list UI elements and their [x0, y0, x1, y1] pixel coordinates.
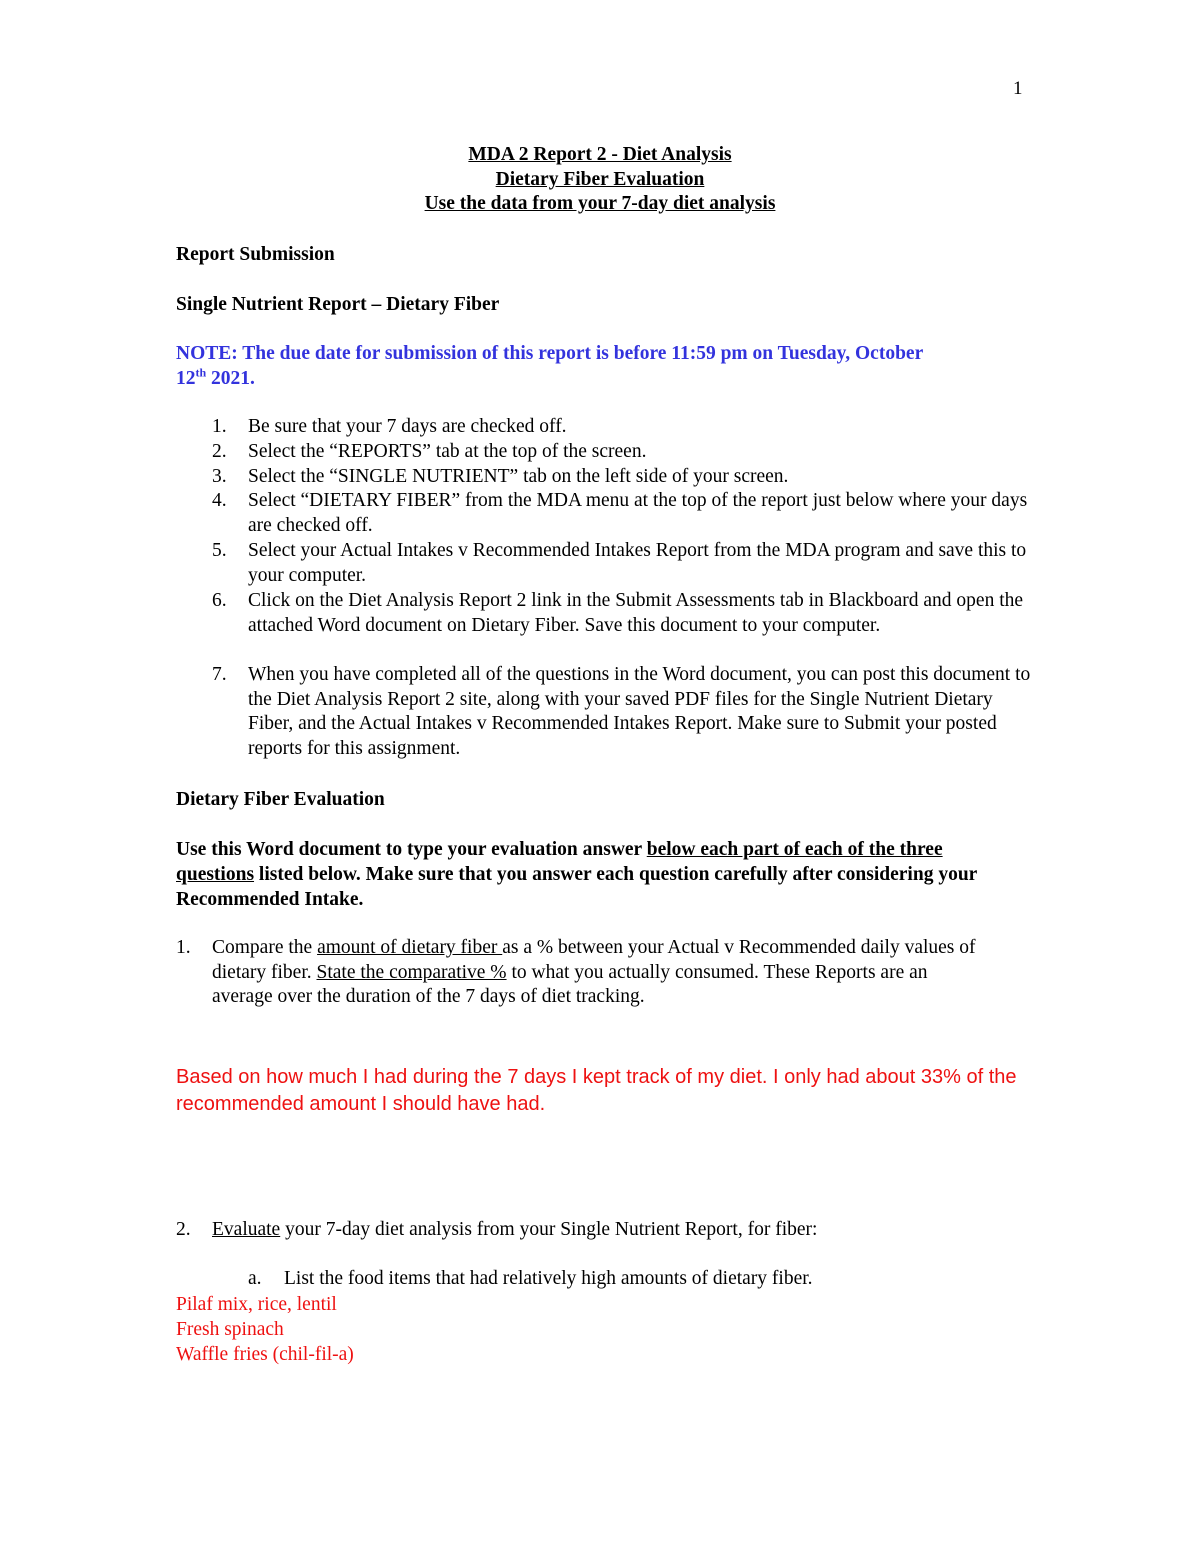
due-date-note	[176, 341, 1016, 391]
document-instruction: Use the data from your 7-day diet analysis	[424, 193, 776, 214]
evaluation-instructions: Use this Word document to type your evaluation answer below each part of each of the three questions listed below. Make sure that you answer each question carefully after considering your Recommended Intake.	[176, 839, 977, 910]
heading-dietary-fiber-evaluation: Dietary Fiber Evaluation	[176, 789, 385, 810]
list-item: 3. Select the “SINGLE NUTRIENT” tab on the left side of your screen.	[212, 466, 789, 487]
answer-2a-item: Pilaf mix, rice, lentil	[176, 1294, 337, 1315]
list-item: 6. Click on the Diet Analysis Report 2 link in the Submit Assessments tab in Blackboard and open the attached Word document on Dietary Fiber. Save this document to your computer.	[212, 590, 1024, 636]
document-title: MDA 2 Report 2 - Diet Analysis	[468, 144, 732, 165]
heading-report-submission: Report Submission	[176, 244, 335, 265]
question-1: 1. Compare the amount of dietary fiber as a % between your Actual v Recommended daily values of dietary fiber. State the comparative % to what you actually consumed. These Reports are an average over the duration of the 7 days of diet tracking.	[176, 937, 976, 1008]
list-item: 1. Be sure that your 7 days are checked off.	[212, 416, 567, 437]
heading-single-nutrient: Single Nutrient Report – Dietary Fiber	[176, 294, 500, 315]
due-date-note-line1: NOTE: The due date for submission of this report is before 11:59 pm on Tuesday, October	[176, 343, 924, 364]
document-subtitle: Dietary Fiber Evaluation	[495, 169, 705, 190]
answer-1: Based on how much I had during the 7 days I kept track of my diet. I only had about 33% of the recommended amount I should have had.	[176, 1066, 1017, 1115]
due-date-note-line2: 12th 2021.	[176, 365, 255, 389]
answer-2a-item: Fresh spinach	[176, 1319, 284, 1340]
list-item: 7. When you have completed all of the questions in the Word document, you can post this document to the Diet Analysis Report 2 site, along with your saved PDF files for the Single Nutrient Dietary Fiber, and the Actual Intakes v Recommended Intakes Report. Make sure to Submit your posted reports for this assignment.	[212, 664, 1031, 760]
question-2: 2. Evaluate your 7-day diet analysis from your Single Nutrient Report, for fiber:	[176, 1219, 818, 1240]
list-item: 2. Select the “REPORTS” tab at the top of the screen.	[212, 441, 647, 462]
question-2a: a. List the food items that had relatively high amounts of dietary fiber.	[248, 1268, 813, 1289]
answer-2a-item: Waffle fries (chil-fil-a)	[176, 1344, 354, 1365]
page-number: 1	[1013, 78, 1023, 99]
list-item: 4. Select “DIETARY FIBER” from the MDA menu at the top of the report just below where your days are checked off.	[212, 490, 1028, 536]
list-item: 5. Select your Actual Intakes v Recommended Intakes Report from the MDA program and save this to your computer.	[212, 540, 1027, 586]
